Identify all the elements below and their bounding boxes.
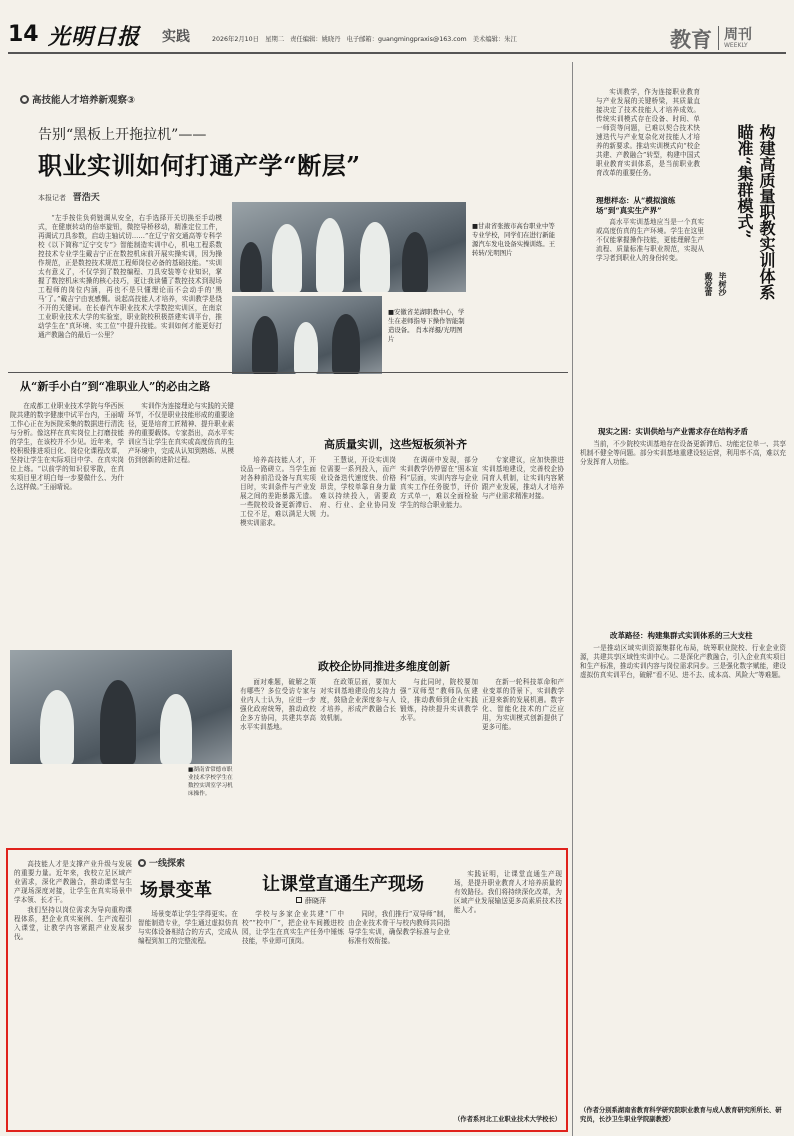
article-lead: “左手按住负荷链调从安全，右手选择开关切换至手动模式，在健康转动的倍率旋钮，微控导桥移动，精准定位工件，再调试刀具参数，启动主轴试切……”在辽宁省交通高等专科学校《以下简称“辽宁交专”》智能制造实训中心，机电工程系数控技术专业学生戴吉宁正在数控机床前开展实操实训，因为操作规范，正是数控技术规范工程师岗位必备的基础技能。“实训太有意义了，不仅学到了数控编程、刀具安装等专业知识，掌握了数控机床实操的核心技巧，更让我读懂了数控技术到现场工程师的岗位内涵，再也不是只懂理论而不会动手的‘黑马’了。”戴吉宁由衷感慨。说起高技能人才培养，实训教学是绕不开的关键词。在长春汽车职业技术大学数控实训区，在南京工业职业技术大学的实验室，职业院校积极搭建实训平台，推动学生在“真环境、实工位”中提升技能。实训如何才能更好打通产教融合的最后一公里？ — [38, 214, 222, 339]
byline — [38, 190, 100, 203]
sidebar-title-2: 瞄准“集群模式” — [735, 124, 754, 239]
article-kicker: 告别“黑板上开拖拉机”—— — [38, 127, 207, 143]
section2-heading: 高质量实训，这些短板须补齐 — [324, 438, 467, 451]
photo-students-training — [232, 202, 466, 292]
section3-column-1: 面对难题，破解之策有哪些？多位受访专家与业内人士认为，应进一步强化政府统筹，推动政校企多方协同，共建共享高水平实训基地。 — [240, 678, 316, 731]
photo2-caption-text: ■安徽省芜湖职教中心，学生在老师指导下操作智能制造设备。 — [388, 308, 465, 334]
section1-column-1: 在成都工业职业技术学院与华西医院共建的数字健康中试平台内，王丽晴工作心正在为医院采集的数据进行清洗与分析。像这样在真实岗位上打磨技能的学生，在该校并不少见。近年来，学校积极推进项目化、岗位化课程改革，坚持让学生在实际项目中学、在真实岗位上练。“以前学的知识很零散，在真实项目里才明白每一步要做什么、为什么这样做。”王丽晴说。 — [10, 402, 124, 491]
section3-heading: 政校企协同推进多维度创新 — [318, 660, 450, 673]
sidebar-author-1: 毕树沙 — [718, 272, 728, 296]
page-number: 14 — [8, 22, 39, 47]
photo-figure — [294, 322, 318, 374]
photo-figure — [252, 316, 278, 374]
sidebar-title: 构建高质量职教实训体系 — [757, 124, 776, 300]
section2-column-4: 专家建议，应加快推进实训基地建设，完善校企协同育人机制，让实训内容紧跟产业发展，推动人才培养与产业需求精准对接。 — [482, 456, 564, 500]
section1-heading: 从“新手小白”到“准职业人”的必由之路 — [20, 380, 211, 393]
section1-column-2: 实训作为连接理论与实践的关键环节，不仅是职业技能形成的重要途径，更是培育工匠精神、提升职业素养的重要载体。专家指出，高水平实训应当让学生在真实或高度仿真的生产环境中，完成从认知到熟练、从模仿到创新的进阶过程。 — [128, 402, 234, 464]
photo-cnc-lab — [10, 650, 232, 764]
issue-date: 2026年2月10日 星期二 — [212, 36, 285, 43]
photo-figure — [240, 242, 262, 292]
photo-figure — [100, 680, 136, 764]
photo-figure — [40, 690, 74, 764]
sidebar-para-1: 高水平实训基地应当是一个真实或高度仿真的生产环境。学生在这里不仅能掌握操作技能，更能理解生产流程、质量标准与职业规范，实现从学习者到职业人的身份转变。 — [596, 218, 704, 262]
article-headline: 职业实训如何打通产学“断层” — [38, 151, 361, 180]
bottom-column-1: 场景变革让学生学得更实。在智能制造专业，学生通过虚拟仿真与实体设备相结合的方式，完成从编程到加工的完整流程。 — [138, 910, 238, 945]
bottom-column-4: 实践证明，让课堂直通生产现场，是提升职业教育人才培养质量的有效路径。我们将持续深化改革，为区域产业发展输送更多高素质技术技能人才。 — [454, 870, 562, 914]
photo3-caption: ■湖南省常德市职业技术学校学生在数控实训室学习机床操作。 — [188, 767, 233, 797]
channel-english: WEEKLY — [724, 42, 748, 49]
photo1-caption: ■甘肃省张掖市高台职业中等专业学校，同学们在进行新能源汽车发电设备实操训练。王转转/光明图片 — [472, 222, 556, 257]
newspaper-logo: 光明日报 — [48, 24, 141, 50]
bottom-column-3: 同时，我们推行“双导师”制，由企业技术骨干与校内教师共同指导学生实训，确保教学标准与企业标准有效衔接。 — [348, 910, 450, 945]
photo-figure — [272, 224, 302, 292]
photo-figure — [160, 694, 192, 764]
tag-marker-icon — [20, 95, 29, 104]
section3-column-3: 与此同时，院校要加强“双师型”教师队伍建设，推动教师到企业实践锻炼，持续提升实训教学水平。 — [400, 678, 478, 722]
bottom-byline: 薛晓萍 — [296, 896, 326, 906]
photo-figure — [332, 314, 360, 374]
designer-name: 美术编辑：朱江 — [472, 36, 517, 43]
section-rule — [8, 372, 568, 373]
bottom-headline: 让课堂直通生产现场 — [262, 874, 424, 895]
contact-email: 电子邮箱：guangmingpraxis@163.com — [346, 36, 467, 43]
series-tag: 高技能人才培养新观察③ — [20, 92, 135, 106]
section-label: 实践 — [162, 29, 190, 45]
bottom-column-left: 高技能人才是支撑产业升级与发展的重要力量。近年来，我校立足区域产业需求，深化产教融合，推动课堂与生产现场深度对接，让学生在真实场景中学本领、长才干。 我们坚持以岗位需求为导向重构课程体系，把企业真实案例、生产流程引入课堂，让教学内容紧跟产业发展步伐。 — [14, 860, 132, 941]
byline-marker-icon — [296, 897, 302, 903]
section2-column-2: 王慧说，开设实训岗位需要一系列投入，而产业设备迭代速度快、价格昂贵，学校单靠自身力量难以持续投入，需要政府、行业、企业协同发力。 — [320, 456, 396, 518]
section3-column-4: 在新一轮科技革命和产业变革的背景下，实训教学正迎来新的发展机遇。数字化、智能化技术的广泛应用，为实训模式创新提供了更多可能。 — [482, 678, 564, 731]
sidebar-para-2: 当前，不少院校实训基地存在设备更新滞后、功能定位单一、共享机制不健全等问题。部分实训基地重建设轻运营，利用率不高，难以充分发挥育人功能。 — [580, 440, 786, 466]
tag-marker-icon — [138, 859, 146, 867]
section2-column-1: 培养高技能人才，开设品一路磋立。当学生面对各种前沿设备与真实项目时，实训条件与产业发展之间的差距暴露无遗。一些院校设备更新滞后、工位不足，难以满足大规模实训需求。 — [240, 456, 316, 527]
byline-label: 本报记者 — [38, 194, 66, 202]
sidebar-subhead-1: 理想样态：从“模拟演练场”到“真实生产界” — [596, 196, 676, 215]
photo-figure — [360, 222, 390, 292]
sidebar-intro: 实训教学，作为连接职业教育与产业发展的关键桥梁，其质量直接决定了技术技能人才培养成效。传统实训模式存在设备、时间、单一师资等问题，已难以契合技术快速迭代与产业复杂化对技能人才培养的新要求。推动实训模式向“校企共建、产教融合”转型，构建中国式职业教育实训体系，是当前职业教育改革的重要任务。 — [596, 88, 700, 177]
channel-subtitle: 周刊 — [724, 27, 752, 43]
photo2-credit: 肖本祥摄/光明图片 — [388, 326, 463, 343]
sidebar-subhead-3: 改革路径：构建集群式实训体系的三大支柱 — [610, 631, 753, 640]
masthead-info — [212, 34, 517, 43]
editor-name: 责任编辑：姚晓丹 — [290, 36, 341, 43]
photo-teacher-guidance — [232, 296, 382, 374]
bottom-credit: （作者系河北工业职业技术大学校长） — [454, 1116, 562, 1123]
bottom-column-2: 学校与多家企业共建“厂中校”“校中厂”，把企业车间搬进校园，让学生在真实生产任务中锤炼技能，毕业即可顶岗。 — [242, 910, 344, 945]
photo-figure — [402, 232, 428, 292]
sidebar-para-3: 一是推动区域实训资源集群化布局，统筹职业院校、行业企业资源，共建共享区域性实训中心。二是深化产教融合，引入企业真实项目和生产标准，推动实训内容与岗位需求同步。三是强化数字赋能，建设虚拟仿真实训平台，破解“看不见、进不去、成本高、风险大”等难题。 — [580, 644, 786, 679]
sidebar-author-2: 戴爱蕾 — [704, 272, 714, 296]
bottom-side-title: 场景变革 — [140, 880, 212, 901]
sidebar-divider — [572, 62, 573, 1136]
channel-divider — [718, 26, 719, 50]
photo-figure — [316, 218, 344, 292]
sidebar-subhead-2: 现实之困：实训供给与产业需求存在结构矛盾 — [598, 427, 748, 436]
channel-title: 教育 — [670, 28, 712, 52]
section2-column-3: 在调研中发现，部分实训教学仍停留在“照本宣科”层面，实训内容与企业真实工作任务脱节，评价方式单一，难以全面检验学生的综合职业能力。 — [400, 456, 478, 509]
photo2-caption — [388, 308, 466, 364]
bottom-tag: 一线探索 — [138, 856, 185, 869]
masthead-rule — [8, 52, 786, 54]
byline-name: 晋浩天 — [72, 193, 100, 203]
section3-column-2: 在政策层面，要加大对实训基地建设的支持力度，鼓励企业深度参与人才培养，形成产教融合长效机制。 — [320, 678, 396, 722]
sidebar-footer: （作者分别系湖南省教育科学研究院职业教育与成人教育研究所所长、研究员，长沙卫生职业学院副教授） — [580, 1107, 782, 1123]
